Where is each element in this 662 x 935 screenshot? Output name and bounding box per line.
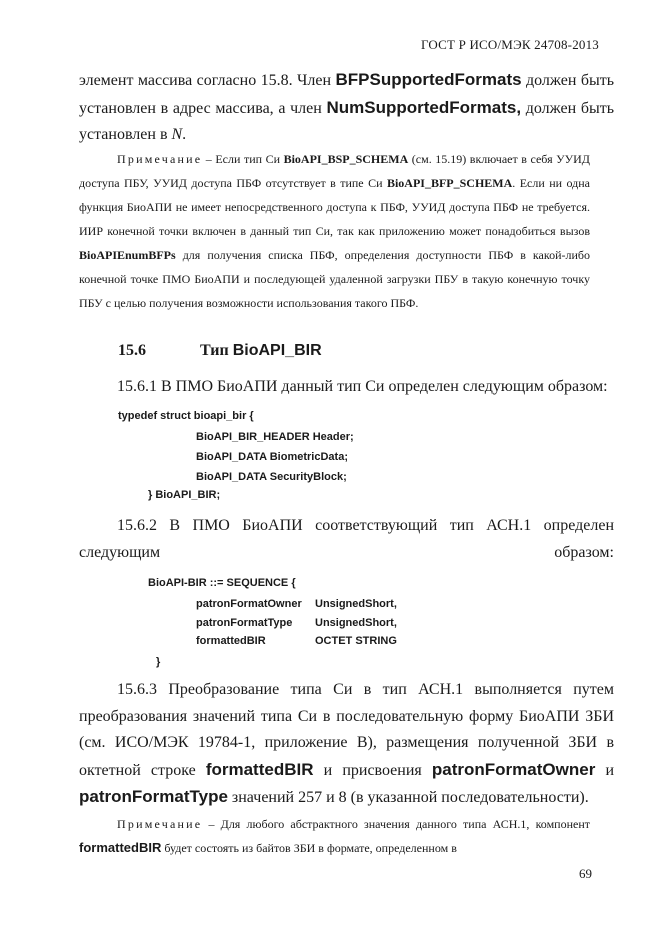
term-enum-bfps: BioAPIEnumBFPs xyxy=(79,248,176,262)
text-run: должен быть установлен в адрес массива, а член xyxy=(79,72,614,117)
text-run: будет состоять из байтов ЗБИ в формате, определенном в xyxy=(161,841,457,855)
code-c-line-1: typedef struct bioapi_bir { xyxy=(118,410,254,422)
term-bfp-schema: BioAPI_BFP_SCHEMA xyxy=(386,176,513,190)
term-formatted-bir: formattedBIR xyxy=(205,759,314,779)
text-run: для получения списка ПБФ, определения доступности ПБФ в какой-либо конечной точке ПМО БиоАПИ и последующей удаленной загрузки ПБУ в такую конечную точку ПБУ с целью получения возможности использования такого ПБФ. xyxy=(79,248,590,310)
code-asn-line-1: BioAPI-BIR ::= SEQUENCE { xyxy=(148,577,296,589)
text-run: 15.6.3 Преобразование типа Си в тип АСН.1 выполняется путем преобразования значений типа Си в последовательную форму БиоАПИ ЗБИ (см. ИСО/МЭК 19784-1, приложение В), размещения полученной ЗБИ в октетной строке xyxy=(79,681,614,779)
text-run: – Для любого абстрактного значения данного типа АСН.1, компонент xyxy=(202,817,590,831)
text-run: . xyxy=(182,126,187,143)
paragraph-15-6-1: 15.6.1 В ПМО БиоАПИ данный тип Си определен следующим образом: xyxy=(117,378,608,395)
asn-field-name: formattedBIR xyxy=(196,635,266,647)
term-patron-format-owner: patronFormatOwner xyxy=(431,759,596,779)
note-label: Примечание xyxy=(117,152,203,166)
term-num-supported-formats: NumSupportedFormats, xyxy=(326,97,522,117)
note-formatted-bir xyxy=(79,812,590,860)
asn-field-name: patronFormatType xyxy=(196,617,293,629)
code-c-line-5: } BioAPI_BIR; xyxy=(148,489,221,501)
paragraph-15-6-3 xyxy=(79,677,614,812)
asn-field-type: UnsignedShort, xyxy=(315,598,397,610)
asn-field-type: OCTET STRING xyxy=(315,635,397,647)
code-c-line-3: BioAPI_DATA BiometricData; xyxy=(196,451,348,463)
note-label: Примечание xyxy=(117,817,203,831)
text-run: должен быть установлен в xyxy=(79,99,615,143)
text-run: элемент массива согласно 15.8. Член xyxy=(79,72,336,89)
asn-field-name: patronFormatOwner xyxy=(196,598,302,610)
text-run: (см. 15.19) включает в себя УУИД доступа ПБУ, УУИД доступа ПБФ отсутствует в типе Си xyxy=(79,152,590,190)
paragraph-continuation xyxy=(79,67,614,149)
code-c-line-2: BioAPI_BIR_HEADER Header; xyxy=(196,431,354,443)
document-header-id: ГОСТ Р ИСО/МЭК 24708-2013 xyxy=(420,37,599,52)
term-patron-format-type: patronFormatType xyxy=(79,787,228,806)
page-number: 69 xyxy=(579,866,592,881)
text-run: – Если тип Си xyxy=(202,152,284,166)
code-asn-close: } xyxy=(156,656,161,668)
note-bsp-schema xyxy=(79,147,590,315)
text-run: и xyxy=(595,761,615,779)
section-title-name: BioAPI_BIR xyxy=(232,342,322,359)
term-bfp-supported-formats: BFPSupportedFormats xyxy=(335,70,522,89)
text-run: значений 257 и 8 (в указанной последовательности). xyxy=(227,789,589,806)
term-bsp-schema: BioAPI_BSP_SCHEMA xyxy=(283,152,409,166)
asn-field-type: UnsignedShort, xyxy=(315,617,397,629)
section-title-prefix: Тип xyxy=(200,342,233,359)
section-number: 15.6 xyxy=(118,342,146,359)
text-run: . Если ни одна функция БиоАПИ не имеет непосредственного доступа к ПБФ, УУИД доступа ПБФ не требуется. ИИР конечной точки включен в данный тип Си, так как приложению может понадобиться вызов xyxy=(79,176,590,238)
paragraph-15-6-2: 15.6.2 В ПМО БиоАПИ соответствующий тип АСН.1 определен следующим образом: xyxy=(79,517,614,561)
text-run: и присвоения xyxy=(313,761,432,779)
section-heading xyxy=(118,342,322,360)
term-formatted-bir: formattedBIR xyxy=(79,840,162,855)
italic-var: N xyxy=(171,126,183,143)
code-c-line-4: BioAPI_DATA SecurityBlock; xyxy=(196,471,347,483)
